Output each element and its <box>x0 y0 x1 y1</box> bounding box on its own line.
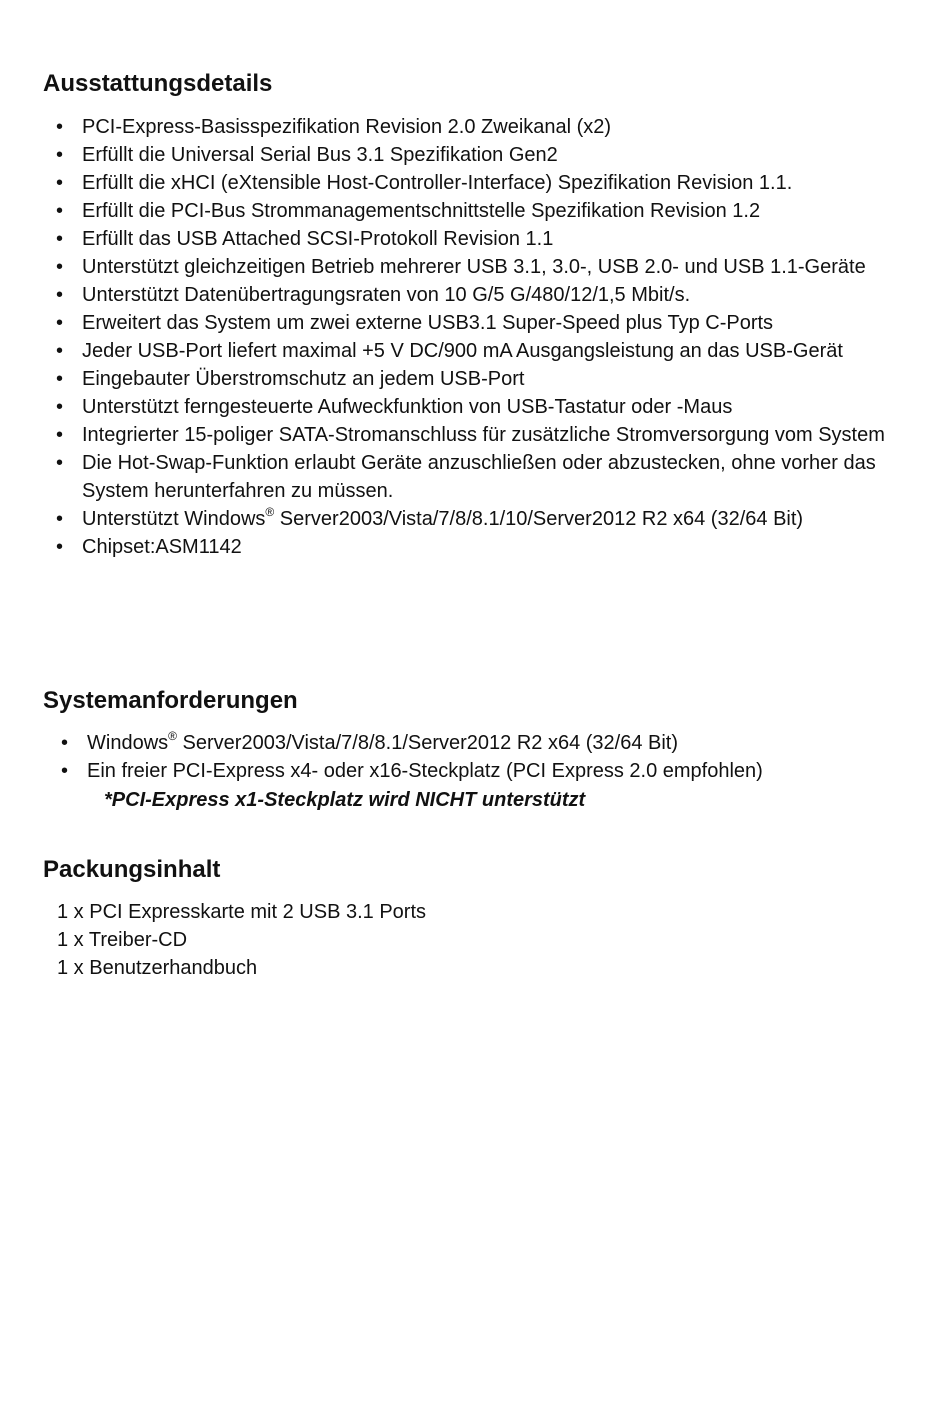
windows-text-after: Server2003/Vista/7/8/8.1/10/Server2012 R2 x64 (32/64 Bit) <box>274 508 804 530</box>
features-list <box>56 113 896 561</box>
slot-warning-note: *PCI-Express x1-Steckplatz wird NICHT unterstützt <box>104 789 586 811</box>
requirements-heading: Systemanforderungen <box>43 687 298 714</box>
package-heading: Packungsinhalt <box>43 856 221 883</box>
bullet-glyph: • <box>56 144 64 166</box>
windows-text-before: Windows <box>87 732 169 754</box>
registered-mark: ® <box>265 505 275 519</box>
features-heading: Ausstattungsdetails <box>43 70 273 97</box>
list-item-slot-requirement <box>61 757 861 785</box>
package-item: 1 x PCI Expresskarte mit 2 USB 3.1 Ports <box>57 901 427 923</box>
bullet-glyph: • <box>56 200 64 222</box>
list-item-text: Erfüllt die Universal Serial Bus 3.1 Spezifikation Gen2 <box>82 144 558 166</box>
bullet-glyph: • <box>56 396 64 418</box>
bullet-glyph: • <box>56 452 64 474</box>
list-item-text: Chipset:ASM1142 <box>82 536 242 558</box>
list-item-text: Eingebauter Überstromschutz an jedem USB-Port <box>82 368 525 390</box>
list-item-text: Ein freier PCI-Express x4- oder x16-Steckplatz (PCI Express 2.0 empfohlen) <box>87 760 763 782</box>
list-item-windows-support <box>56 505 896 533</box>
bullet-glyph: • <box>56 228 64 250</box>
bullet-glyph: • <box>56 340 64 362</box>
list-item <box>56 449 896 505</box>
list-item-text: Unterstützt ferngesteuerte Aufweckfunktion von USB-Tastatur oder -Maus <box>82 396 733 418</box>
bullet-glyph: • <box>56 536 64 558</box>
list-item-text: Erweitert das System um zwei externe USB3.1 Super-Speed plus Typ C-Ports <box>82 312 774 334</box>
windows-text-after: Server2003/Vista/7/8/8.1/Server2012 R2 x64 (32/64 Bit) <box>176 732 679 754</box>
list-item <box>56 169 896 197</box>
list-item <box>56 141 896 169</box>
list-item <box>56 197 896 225</box>
list-item <box>56 365 896 393</box>
bullet-glyph: • <box>61 732 69 754</box>
bullet-glyph: • <box>56 116 64 138</box>
list-item <box>56 337 896 365</box>
package-item: 1 x Benutzerhandbuch <box>57 957 258 979</box>
registered-mark: ® <box>168 729 177 743</box>
package-contents-list <box>57 898 426 982</box>
list-item <box>56 253 896 281</box>
list-item-text: Erfüllt die xHCI (eXtensible Host-Controller-Interface) Spezifikation Revision 1.1. <box>82 172 793 194</box>
list-item-text: PCI-Express-Basisspezifikation Revision 2.0 Zweikanal (x2) <box>82 116 612 138</box>
requirements-list <box>61 729 861 785</box>
list-item-windows-requirement <box>61 729 861 757</box>
list-item <box>56 393 896 421</box>
list-item-text: Unterstützt Datenübertragungsraten von 10 G/5 G/480/12/1,5 Mbit/s. <box>82 284 691 306</box>
bullet-glyph: • <box>56 256 64 278</box>
bullet-glyph: • <box>56 368 64 390</box>
bullet-glyph: • <box>56 284 64 306</box>
bullet-glyph: • <box>61 760 69 782</box>
bullet-glyph: • <box>56 424 64 446</box>
list-item-text: Jeder USB-Port liefert maximal +5 V DC/900 mA Ausgangsleistung an das USB-Gerät <box>82 340 843 362</box>
list-item <box>56 281 896 309</box>
bullet-glyph: • <box>56 508 64 530</box>
list-item <box>56 113 896 141</box>
list-item-text: Erfüllt das USB Attached SCSI-Protokoll Revision 1.1 <box>82 228 554 250</box>
list-item-text: Unterstützt gleichzeitigen Betrieb mehrerer USB 3.1, 3.0-, USB 2.0- und USB 1.1-Geräte <box>82 256 866 278</box>
windows-text-before: Unterstützt Windows <box>82 508 266 530</box>
list-item-chipset <box>56 533 896 561</box>
package-item: 1 x Treiber-CD <box>57 929 188 951</box>
list-item-text: Die Hot-Swap-Funktion erlaubt Geräte anzuschließen oder abzustecken, ohne vorher das System herunterfahren zu müssen. <box>82 452 876 502</box>
list-item-text: Integrierter 15-poliger SATA-Stromanschluss für zusätzliche Stromversorgung vom System <box>82 424 885 446</box>
list-item <box>56 225 896 253</box>
list-item <box>56 421 896 449</box>
bullet-glyph: • <box>56 172 64 194</box>
bullet-glyph: • <box>56 312 64 334</box>
list-item <box>56 309 896 337</box>
list-item-text: Erfüllt die PCI-Bus Strommanagementschnittstelle Spezifikation Revision 1.2 <box>82 200 761 222</box>
